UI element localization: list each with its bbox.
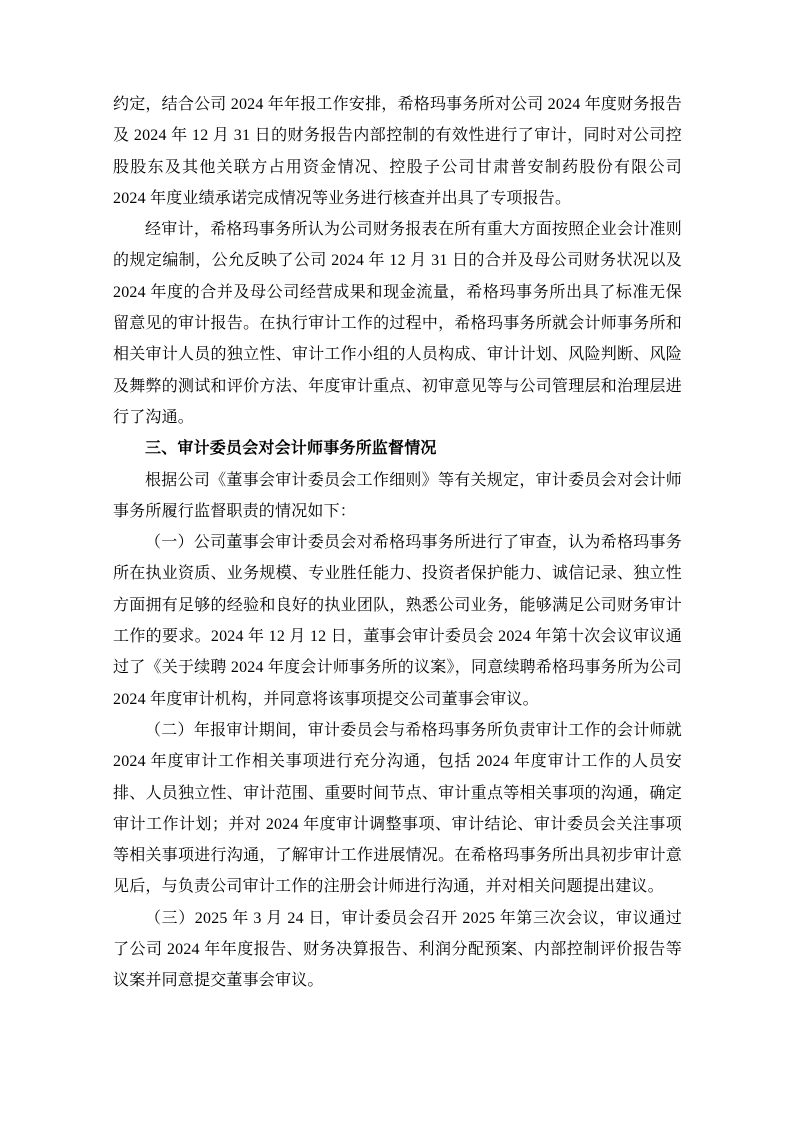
section-heading-committee-supervision: 三、审计委员会对会计师事务所监督情况: [145, 440, 437, 458]
paragraph-supervision-intro: 根据公司《董事会审计委员会工作细则》等有关规定，审计委员会对会计师事务所履行监督职责的情况如下：: [113, 471, 682, 520]
paragraph-audit-scope: 约定，结合公司 2024 年年报工作安排，希格玛事务所对公司 2024 年度财务报告及 2024 年 12 月 31 日的财务报告内部控制的有效性进行了审计，同时对公司控股股东及其他关联方占用资金情况、控股子公司甘肃普安制药股份有限公司 2024 年度业绩承诺完成情况等业务进行核查并出具了专项报告。: [113, 96, 682, 207]
paragraph-item-two: （二）年报审计期间，审计委员会与希格玛事务所负责审计工作的会计师就 2024 年度审计工作相关事项进行充分沟通，包括 2024 年度审计工作的人员安排、人员独立性、审计范围、重要时间节点、审计重点等相关事项的沟通，确定审计工作计划；并对 2024 年度审计调整事项、审计结论、审计委员会关注事项等相关事项进行沟通，了解审计工作进展情况。在希格玛事务所出具初步审计意见后，与负责公司审计工作的注册会计师进行沟通，并对相关问题提出建议。: [113, 721, 682, 896]
paragraph-audit-opinion: 经审计，希格玛事务所认为公司财务报表在所有重大方面按照企业会计准则的规定编制，公允反映了公司 2024 年 12 月 31 日的合并及母公司财务状况以及 2024 年度的合并及母公司经营成果和现金流量，希格玛事务所出具了标准无保留意见的审计报告。在执行审计工作的过程中，希格玛事务所就会计师事务所和相关审计人员的独立性、审计工作小组的人员构成、审计计划、风险判断、风险及舞弊的测试和评价方法、年度审计重点、初审意见等与公司管理层和治理层进行了沟通。: [113, 221, 682, 426]
document-body: [113, 89, 682, 997]
paragraph-item-one: （一）公司董事会审计委员会对希格玛事务所进行了审查，认为希格玛事务所在执业资质、业务规模、专业胜任能力、投资者保护能力、诚信记录、独立性方面拥有足够的经验和良好的执业团队，熟悉公司业务，能够满足公司财务审计工作的要求。2024 年 12 月 12 日，董事会审计委员会 2024 年第十次会议审议通过了《关于续聘 2024 年度会计师事务所的议案》，同意续聘希格玛事务所为公司 2024 年度审计机构，并同意将该事项提交公司董事会审议。: [113, 534, 682, 708]
paragraph-item-three: （三）2025 年 3 月 24 日，审计委员会召开 2025 年第三次会议，审议通过了公司 2024 年年度报告、财务决算报告、利润分配预案、内部控制评价报告等议案并同意提交董事会审议。: [113, 909, 682, 990]
